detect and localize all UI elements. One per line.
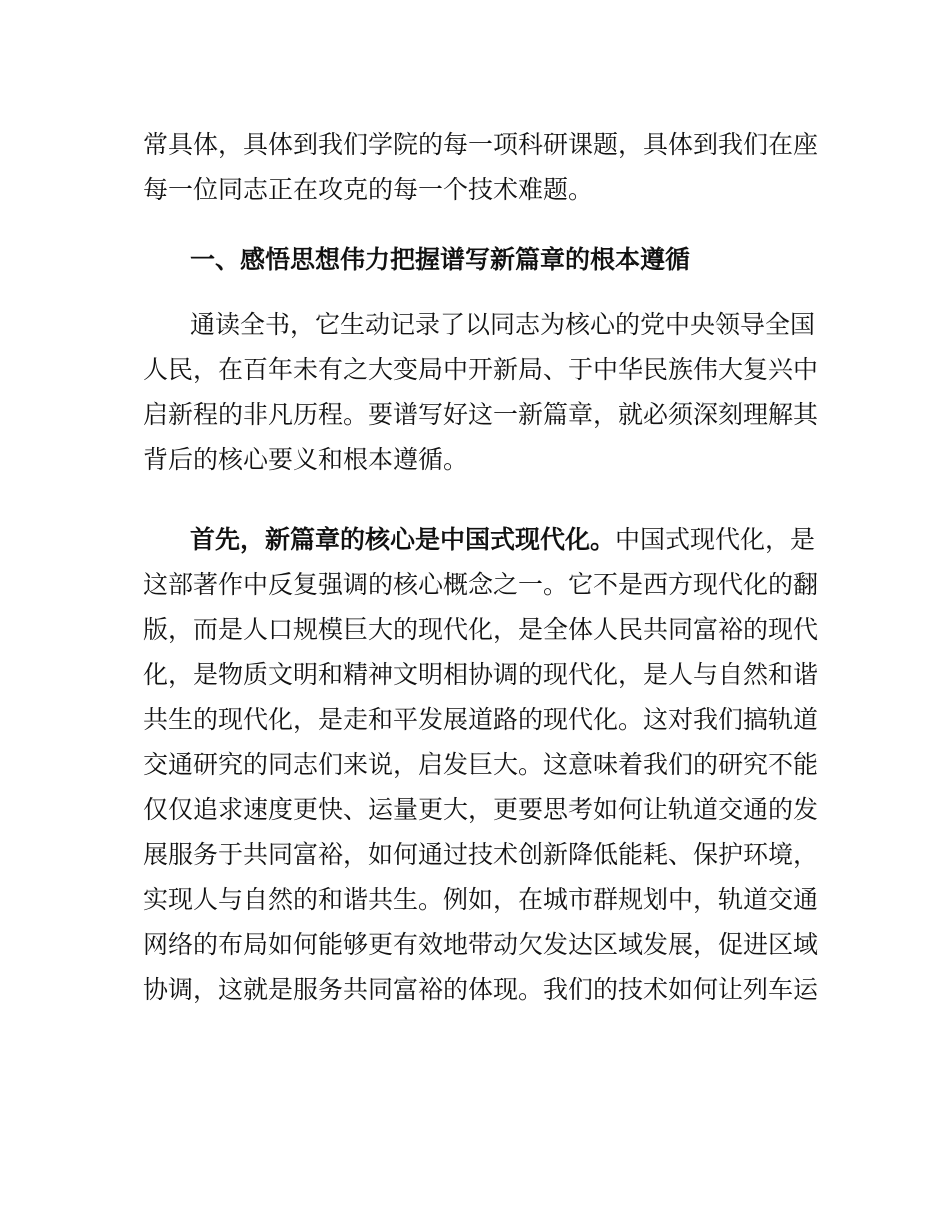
- paragraph-line: 共生的现代化，是走和平发展道路的现代化。这对我们搞轨道: [143, 705, 819, 734]
- paragraph-line: 通读全书，它生动记录了以同志为核心的党中央领导全国: [190, 310, 816, 339]
- paragraph-line: 展服务于共同富裕，如何通过技术创新降低能耗、保护环境，: [143, 840, 819, 869]
- paragraph-line: 交通研究的同志们来说，启发巨大。这意味着我们的研究不能: [143, 750, 819, 779]
- paragraph-line: 化，是物质文明和精神文明相协调的现代化，是人与自然和谐: [143, 660, 819, 689]
- intro-line: 常具体，具体到我们学院的每一项科研课题，具体到我们在座: [143, 130, 819, 159]
- paragraph-line: 协调，这就是服务共同富裕的体现。我们的技术如何让列车运: [143, 975, 819, 1004]
- paragraph-line: 网络的布局如何能够更有效地带动欠发达区域发展，促进区域: [143, 930, 819, 959]
- section-heading: 一、感悟思想伟力把握谱写新篇章的根本遵循: [190, 245, 691, 274]
- paragraph-lead-rest: 中国式现代化，是: [615, 525, 816, 554]
- paragraph-line: 这部著作中反复强调的核心概念之一。它不是西方现代化的翻: [143, 570, 819, 599]
- paragraph-lead-bold: 首先，新篇章的核心是中国式现代化。: [190, 525, 616, 554]
- paragraph-line: 实现人与自然的和谐共生。例如，在城市群规划中，轨道交通: [143, 885, 819, 914]
- paragraph-line: 启新程的非凡历程。要谱写好这一新篇章，就必须深刻理解其: [143, 400, 819, 429]
- paragraph-lead-line: [190, 518, 816, 562]
- paragraph-line: 人民，在百年未有之大变局中开新局、于中华民族伟大复兴中: [143, 355, 819, 384]
- paragraph-line: 背后的核心要义和根本遵循。: [143, 445, 469, 474]
- paragraph-line: 仅仅追求速度更快、运量更大，更要思考如何让轨道交通的发: [143, 795, 819, 824]
- paragraph-line: 版，而是人口规模巨大的现代化，是全体人民共同富裕的现代: [143, 615, 819, 644]
- intro-line: 每一位同志正在攻克的每一个技术难题。: [143, 175, 594, 204]
